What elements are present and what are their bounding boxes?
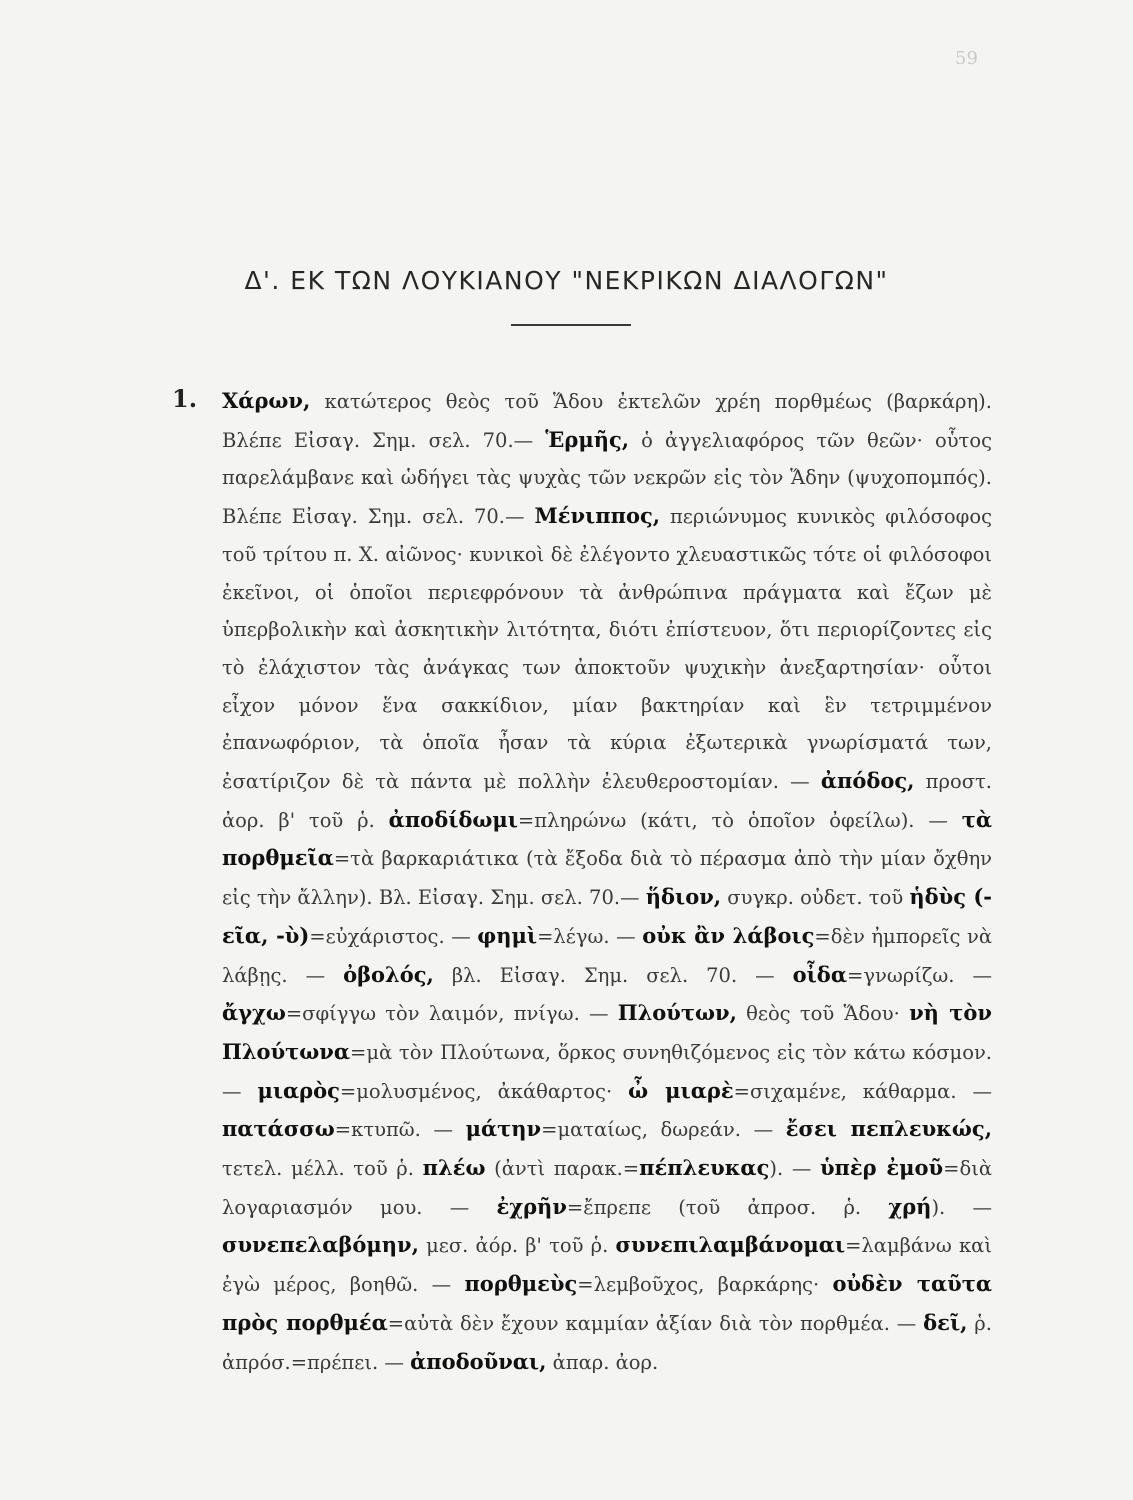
gloss-text: ἀπαρ. ἀορ. [546,1350,659,1374]
gloss-text: θεὸς τοῦ Ἅδου· [736,1002,910,1026]
lemma-term: μιαρὸς [257,1077,340,1103]
lemma-term: συνεπελαβόμην, [222,1232,419,1258]
lemma-term: ἔσει πεπλευκώς, [785,1116,993,1142]
lemma-term: πορθμεὺς [464,1271,578,1297]
lemma-term: ὑπὲρ ἐμοῦ [819,1155,944,1181]
lemma-term: πέπλευκας [639,1155,770,1181]
gloss-text: κατώτερος θεὸς τοῦ Ἅδου ἐκτελῶν χρέη πορθμέως (βαρκάρη). Βλέπε Εἰσαγ. Σημ. σελ. 70.— [222,390,992,452]
gloss-text: ὁ ἀγγελιαφόρος τῶν θεῶν· οὗτος παρελάμβανε καὶ ὡδήγει τὰς ψυχὰς τῶν νεκρῶν εἰς τὸν Ἅδην (ψυχοπομπός). Βλέπε Εἰσαγ. Σημ. σελ. 70.— [222,428,992,529]
gloss-text: =δὲν ἠμπορεῖς νὰ λάβῃς. — [222,924,992,987]
lemma-term: μάτην [465,1116,542,1142]
gloss-text: =πληρώνω (κάτι, τὸ ὁποῖον ὀφείλω). — [517,808,962,832]
lemma-term: οὐκ ἂν λάβοις [642,922,815,948]
gloss-text: =γνωρίζω. — [846,963,992,987]
gloss-text: (ἀντὶ παρακ.= [485,1157,640,1181]
lemma-term: ἀποδοῦναι, [410,1348,547,1374]
lemma-term: νὴ τὸν Πλούτωνα [222,1000,992,1064]
gloss-text: =διὰ λογαριασμόν μου. — [222,1157,993,1219]
gloss-text: ). — [769,1157,820,1181]
gloss-text: =ἔπρεπε (τοῦ ἀπροσ. ῥ. [566,1195,889,1219]
lemma-term: ἀπόδος, [820,768,915,794]
gloss-text: τετελ. μέλλ. τοῦ ῥ. [222,1157,423,1181]
gloss-text: =εὐχάριστος. — [309,924,478,948]
gloss-text: =μὰ τὸν Πλούτωνα, ὅρκος συνηθιζόμενος εἰς τὸν κάτω κόσμον. — [222,1040,992,1103]
gloss-text: ῥ. ἀπρόσ.=πρέπει. — [222,1311,992,1374]
gloss-text: =λαμβάνω καὶ ἐγὼ μέρος, βοηθῶ. — [222,1234,992,1297]
gloss-text: συγκρ. οὐδετ. τοῦ [721,886,910,910]
gloss-text: =σιχαμένε, κάθαρμα. — [733,1079,992,1103]
lemma-term: Πλούτων, [617,1000,737,1026]
gloss-text: περιώνυμος κυνικὸς φιλόσοφος τοῦ τρίτου π. Χ. αἰῶνος· κυνικοὶ δὲ ἐλέγοντο χλευαστικῶς τότε οἱ φιλόσοφοι ἐκεῖνοι, οἱ ὁποῖοι περιεφρόνουν τὰ ἀνθρώπινα πράγματα καὶ ἔζων μὲ ὑπερβολικὴν καὶ ἀσκητικὴν λιτότητα, διότι ἐπίστευον, ὅτι περιορίζοντες εἰς τὸ ἐλάχιστον τὰς ἀνάγκας των ἀποκτοῦν ψυχικὴν ἀνεξαρτησίαν· οὗτοι εἶχον μόνον ἕνα σακκίδιον, μίαν βακτηρίαν καὶ ἓν τετριμμένον ἐπανωφόριον, τὰ ὁποῖα ἦσαν τὰ κύρια ἐξωτερικὰ γνωρίσματά των, ἐσατίριζον δὲ τὰ πάντα μὲ πολλὴν ἐλευθεροστομίαν. — [222,505,992,794]
lemma-term: Ἑρμῆς, [545,426,630,452]
gloss-text: =αὐτὰ δὲν ἔχουν καμμίαν ἀξίαν διὰ τὸν πορθμέα. — [387,1311,924,1335]
lemma-term: χρή [888,1193,932,1219]
title-rule [511,324,631,326]
gloss-text: =λέγω. — [537,924,643,948]
lemma-term: δεῖ, [923,1309,968,1335]
lemma-term: οὐδὲν ταῦτα πρὸς πορθμέα [222,1271,992,1335]
lemma-term: ἐχρῆν [496,1193,567,1219]
lemma-term: Μένιππος, [534,503,661,529]
lemma-term: Χάρων, [222,388,311,413]
chapter-title: Δ'. ΕΚ ΤΩΝ ΛΟΥΚΙΑΝΟΥ "ΝΕΚΡΙΚΩΝ ΔΙΑΛΟΓΩΝ" [244,266,889,295]
lemma-term: ἀποδίδωμι [388,806,518,832]
gloss-text: =ματαίως, δωρεάν. — [541,1118,786,1142]
lemma-term: ὦ μιαρὲ [628,1077,734,1103]
lemma-term: φημὶ [477,922,538,948]
gloss-text: βλ. Εἰσαγ. Σημ. σελ. 70. — [433,963,793,987]
lemma-term: ὀβολός, [343,961,434,987]
lemma-term: συνεπιλαμβάνομαι [615,1232,846,1258]
page-number: 59 [955,48,978,69]
lemma-term: ἡδὺς (-εῖα, -ὺ) [222,884,992,948]
gloss-text: =μολυσμένος, ἀκάθαρτος· [339,1079,629,1103]
gloss-text: προστ. ἀορ. β' τοῦ ῥ. [222,770,992,832]
gloss-text: =σφίγγω τὸν λαιμόν, πνίγω. — [285,1002,618,1026]
gloss-text: =τὰ βαρκαριάτικα (τὰ ἔξοδα διὰ τὸ πέρασμα ἀπὸ τὴν μίαν ὄχθην εἰς τὴν ἄλλην). Βλ. Εἰσαγ. Σημ. σελ. 70.— [222,847,992,910]
lemma-term: τὰ πορθμεῖα [222,806,992,871]
gloss-text: =λεμβοῦχος, βαρκάρης· [577,1273,833,1297]
lemma-term: πατάσσω [222,1116,335,1142]
gloss-text: ). — [931,1195,992,1219]
gloss-paragraph [222,382,992,1381]
lemma-term: ἥδιον, [645,884,722,910]
gloss-text: μεσ. ἀόρ. β' τοῦ ῥ. [418,1234,616,1258]
lemma-term: ἄγχω [222,1000,286,1026]
entry-number: 1. [172,384,198,413]
gloss-text: =κτυπῶ. — [334,1118,466,1142]
lemma-term: πλέω [422,1155,486,1181]
lemma-term: οἶδα [792,961,847,987]
